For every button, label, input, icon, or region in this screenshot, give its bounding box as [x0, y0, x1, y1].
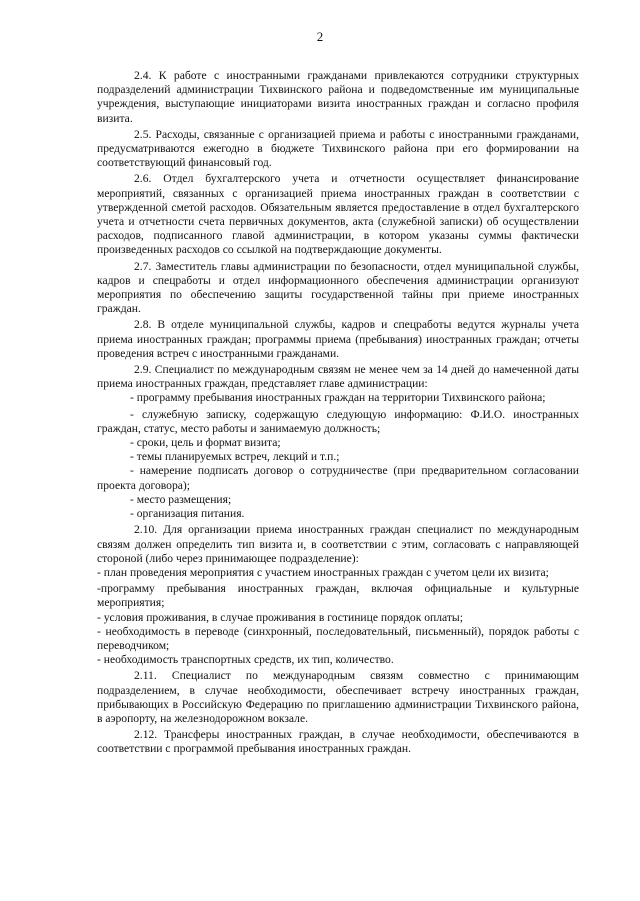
paragraph-2-7: 2.7. Заместитель главы администрации по безопасности, отдел муниципальной службы, кадров и спецработы и отдел информационного обеспечения администрации организуют мероприятия по обеспечению защиты государственной тайны при приеме иностранных граждан.	[97, 259, 579, 316]
list-item: - организация питания.	[130, 507, 245, 521]
paragraph-2-10: 2.10. Для организации приема иностранных граждан специалист по международным связям должен определить тип визита и, в соответствии с этим, согласовать с направляющей стороной (либо через принимающее подразделение):	[97, 523, 579, 565]
paragraph-2-5: 2.5. Расходы, связанные с организацией приема и работы с иностранными гражданами, предусматриваются ежегодно в бюджете Тихвинского района при его формировании на соответствующий финансовый год.	[97, 127, 579, 170]
list-item: - служебную записку, содержащую следующую информацию: Ф.И.О. иностранных граждан, статус, место работы и занимаемую должность;	[97, 407, 579, 435]
list-item: - программу пребывания иностранных граждан на территории Тихвинского района;	[130, 391, 546, 405]
paragraph-2-12: 2.12. Трансферы иностранных граждан, в случае необходимости, обеспечиваются в соответствии с программой пребывания иностранных граждан.	[97, 728, 579, 756]
page-number: 2	[316, 29, 324, 44]
list-item: - необходимость в переводе (синхронный, последовательный, письменный), порядок работы с переводчиком;	[97, 624, 579, 652]
paragraph-2-8: 2.8. В отделе муниципальной службы, кадров и спецработы ведутся журналы учета приема иностранных граждан; программы приема (пребывания) иностранных граждан; отчеты проведения встреч с иностранными гражданами.	[97, 318, 579, 360]
list-item: - условия проживания, в случае проживания в гостинице порядок оплаты;	[97, 610, 463, 624]
document-body	[97, 69, 579, 757]
list-item: - место размещения;	[130, 492, 232, 506]
paragraph-2-6: 2.6. Отдел бухгалтерского учета и отчетности осуществляет финансирование мероприятий, связанных с организацией приема иностранных граждан в соответствии с утвержденной сметой расходов. Обязательным является предоставление в отдел бухгалтерского учета и отчетности счета первичных документов, акта (служебной записки) об осуществлении расходов, подписанного главой администрации, в котором указаны суммы фактически произведенных расходов со ссылкой на подтверждающие документы.	[97, 172, 579, 257]
list-item: - план проведения мероприятия с участием иностранных граждан с учетом цели их визита;	[97, 565, 549, 579]
list-item: -программу пребывания иностранных граждан, включая официальные и культурные мероприятия;	[97, 582, 579, 610]
list-item: - сроки, цель и формат визита;	[130, 436, 281, 450]
list-item: - необходимость транспортных средств, их тип, количество.	[97, 653, 394, 667]
paragraph-2-4: 2.4. К работе с иностранными гражданами привлекаются сотрудники структурных подразделений администрации Тихвинского района и подведомственные им муниципальные учреждения, выступающие инициаторами визита иностранных граждан и согласно профиля визита.	[97, 69, 579, 125]
list-item: - темы планируемых встреч, лекций и т.п.;	[130, 450, 340, 464]
list-item: - намерение подписать договор о сотрудничестве (при предварительном согласовании проекта договора);	[97, 464, 579, 492]
paragraph-2-11: 2.11. Специалист по международным связям совместно с принимающим подразделением, в случае необходимости, обеспечивает встречу иностранных граждан, прибывающих в Российскую Федерацию по приглашению администрации Тихвинского района, в аэропорту, на железнодорожном вокзале.	[97, 669, 579, 725]
paragraph-2-9: 2.9. Специалист по международным связям не менее чем за 14 дней до намеченной даты приема иностранных граждан, представляет главе администрации:	[97, 363, 579, 391]
